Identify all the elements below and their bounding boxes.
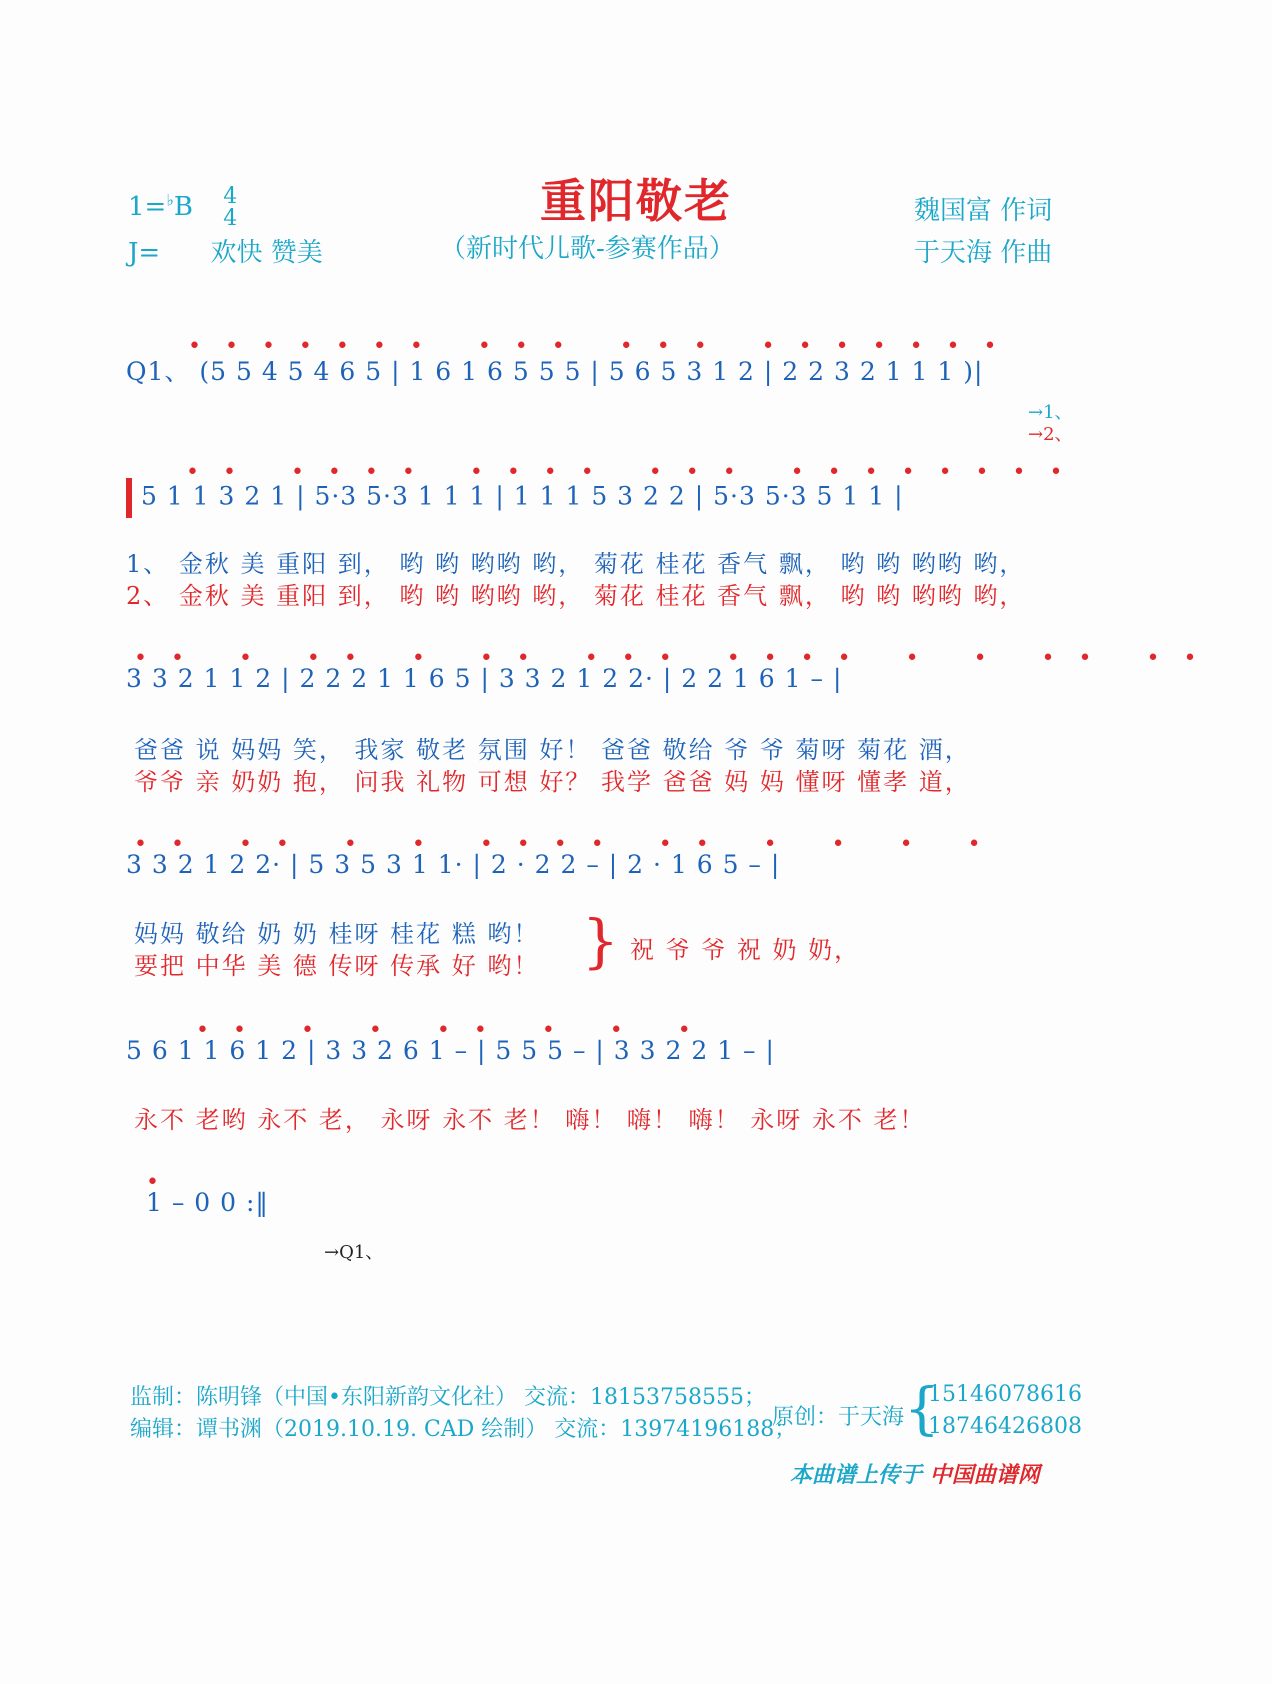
lyrics-verse-2-row-1: 2、 金秋 美 重阳 到， 哟 哟 哟哟 哟， 菊花 桂花 香气 飘， 哟 哟 哟哟 哟， <box>126 582 1026 610</box>
footer-editor: 编辑：谭书渊（2019.10.19. CAD 绘制） 交流：13974196188； <box>130 1417 797 1442</box>
octave-dots: ••••••• ••• ••• ••••••• <box>188 334 1021 359</box>
footer-supervisor: 监制：陈明锋（中国•东阳新韵文化社） 交流：18153758555； <box>130 1385 766 1410</box>
lyrics-row-4: 永不 老哟 永不 老， 永呀 永不 老！ 嗨！ 嗨！ 嗨！ 永呀 永不 老！ <box>134 1106 926 1134</box>
footer-phone-2: 18746426808 <box>928 1414 1082 1439</box>
phone-brace: { <box>904 1377 940 1442</box>
song-subtitle: （新时代儿歌-参赛作品） <box>440 234 735 264</box>
notation-text: 5 1 1 3 2 1 | 5·3 5·3 1 1 1 | 1 1 1 5 3 2 2 | 5·3 5·3 5 1 1 | <box>140 481 904 511</box>
octave-dots: •• •• • • •••• •• • • • • <box>134 832 1005 857</box>
notation-line-5 <box>126 1018 1066 1088</box>
footer-phone-1: 15146078616 <box>928 1382 1082 1407</box>
tempo <box>128 232 323 269</box>
key-flat: ♭ <box>166 190 174 210</box>
footer-original: 原创：于天海 <box>772 1405 905 1430</box>
jump-to-verse-1: →1、 <box>1028 402 1073 423</box>
notation-line-6 <box>126 1170 426 1240</box>
lyrics-verse-1-row-3: 妈妈 敬给 奶 奶 桂呀 桂花 糕 哟！ <box>134 920 540 948</box>
notation-row: 3 3 2 1 2 2· | 5 3 5 3 1 1· | 2 · 2 2 – | 2 · 1 6 5 – | <box>126 850 781 879</box>
notation-line-4 <box>126 832 1066 902</box>
jump-to-verse-2: →2、 <box>1028 424 1073 445</box>
notation-row: 3 3 2 1 1 2 | 2 2 2 1 1 6 5 | 3 3 2 1 2 2· | 2 2 1 6 1 – | <box>126 664 843 693</box>
octave-dots: • <box>146 1170 183 1195</box>
line-label: Q1、 <box>126 357 191 386</box>
octave-dots: •• • • •• • • • <box>196 1018 715 1043</box>
upload-prefix: 本曲谱上传于 <box>790 1462 923 1488</box>
lyricist-credit: 魏国富 作词 <box>914 196 1053 226</box>
octave-dots: •• •••• •••• ••• •••••••• <box>186 460 1087 485</box>
notation-row <box>126 352 983 388</box>
key-prefix: 1= <box>128 192 167 222</box>
lyrics-verse-1-row-2: 爸爸 说 妈妈 笑， 我家 敬老 氛围 好！ 爸爸 敬给 爷 爷 菊呀 菊花 酒， <box>134 736 971 764</box>
upload-note <box>790 1458 1040 1489</box>
jump-to-q1: →Q1、 <box>324 1242 384 1263</box>
lyrics-verse-2-row-3: 要把 中华 美 德 传呀 传承 好 哟！ <box>134 952 540 980</box>
notation-row: 1 – 0 0 :‖ <box>146 1188 269 1217</box>
notation-text: (5 5 4 5 4 6 5 | 1 6 1 6 5 5 5 | 5 6 5 3 1 2 | 2 2 3 2 1 1 1 )| <box>199 357 984 386</box>
lyrics-verse-2-row-2: 爷爷 亲 奶奶 抱， 问我 礼物 可想 好？ 我学 爸爸 妈 妈 懂呀 懂孝 道， <box>134 768 971 796</box>
composer-credit: 于天海 作曲 <box>914 238 1053 268</box>
octave-dots: •• • •• • •• ••• •••• • • •• •• <box>134 646 1221 671</box>
tempo-expression: 欢快 赞美 <box>210 238 323 268</box>
notation-line-2 <box>126 460 1087 530</box>
time-top: 4 <box>223 184 238 209</box>
verse-brace: } <box>582 907 619 975</box>
notation-row: 5 6 1 1 6 1 2 | 3 3 2 6 1 – | 5 5 5 – | 3 3 2 2 1 – | <box>126 1036 775 1065</box>
upload-site: 中国曲谱网 <box>929 1462 1040 1488</box>
key-signature <box>128 186 237 230</box>
lyrics-verse-1-row-1: 1、 金秋 美 重阳 到， 哟 哟 哟哟 哟， 菊花 桂花 香气 飘， 哟 哟 哟哟 哟， <box>126 550 1026 578</box>
time-bottom: 4 <box>223 206 238 231</box>
key-note: B <box>173 192 193 222</box>
notation-row <box>126 478 904 518</box>
notation-line-1 <box>126 334 1066 404</box>
song-title: 重阳敬老 <box>540 174 732 228</box>
lyrics-common-row-3: 祝 爷 爷 祝 奶 奶， <box>630 936 861 964</box>
tempo-label: J= <box>128 238 161 268</box>
notation-line-3 <box>126 646 1221 716</box>
repeat-start-bar <box>126 478 132 518</box>
time-signature <box>223 186 237 230</box>
